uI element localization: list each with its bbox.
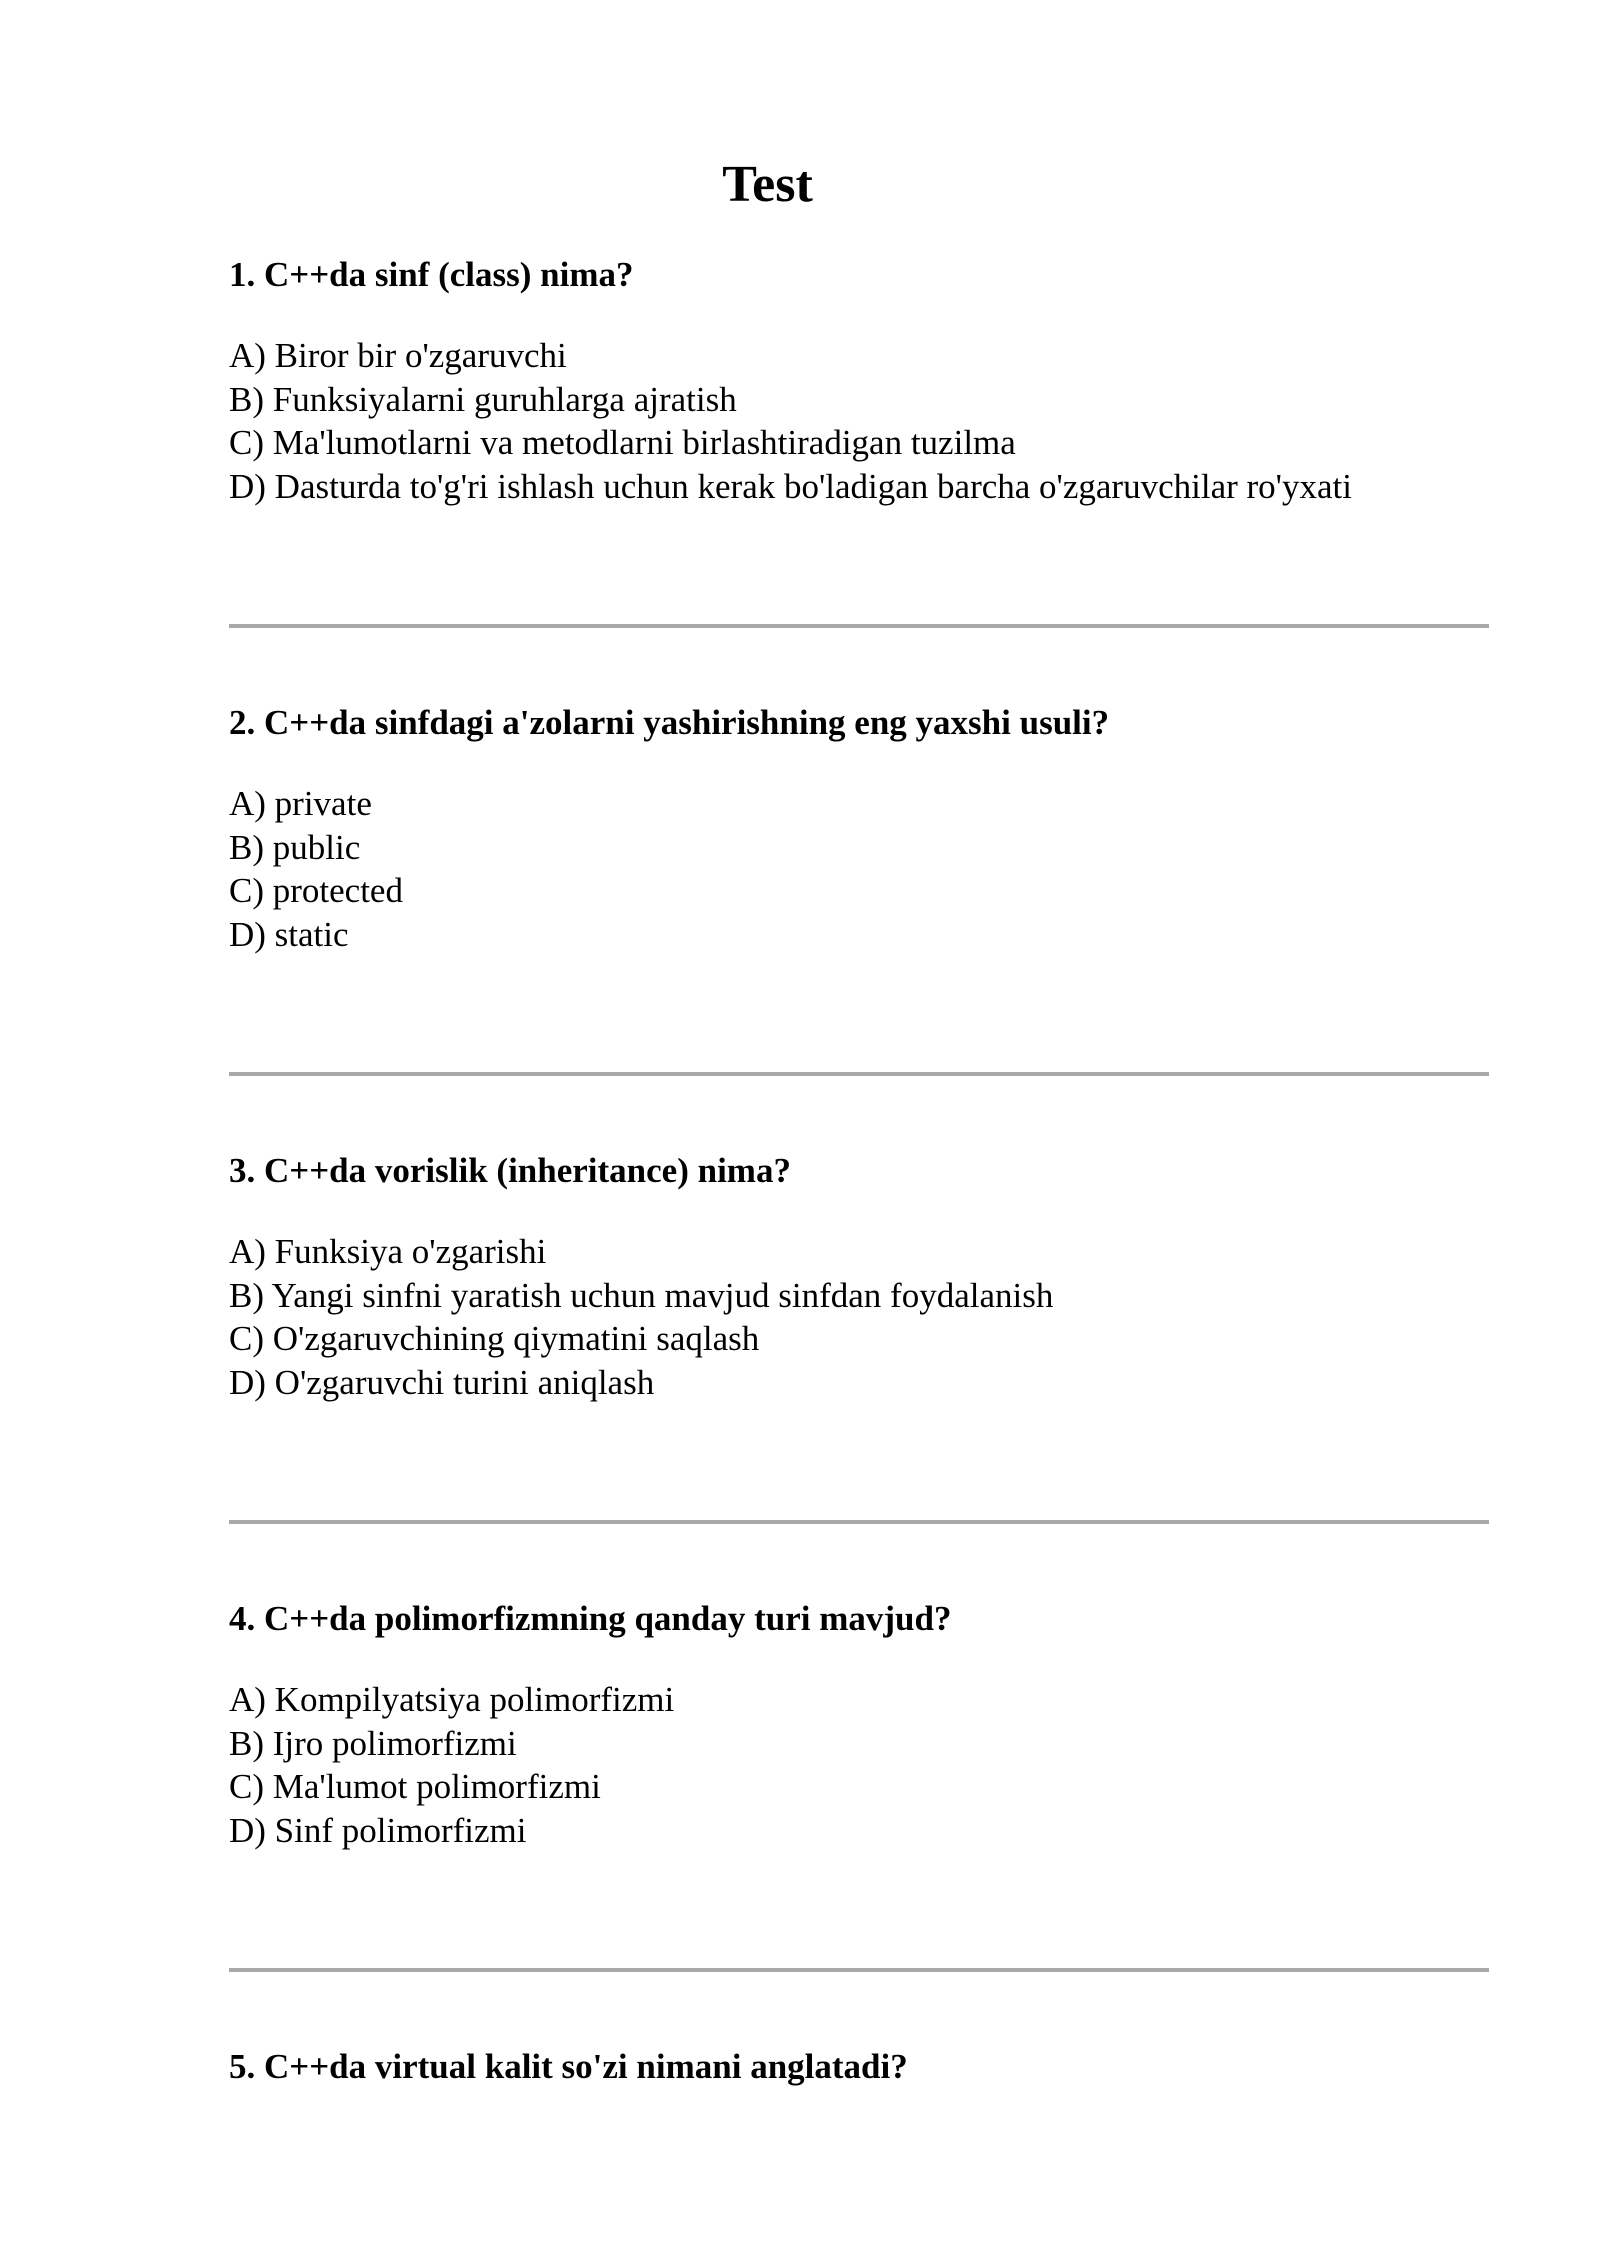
question-text: 1. C++da sinf (class) nima? bbox=[229, 255, 634, 294]
option-d: D) static bbox=[229, 914, 349, 954]
option-b: B) Funksiyalarni guruhlarga ajratish bbox=[229, 379, 737, 419]
divider bbox=[229, 624, 1489, 628]
question-text: 5. C++da virtual kalit so'zi nimani anglatadi? bbox=[229, 2047, 908, 2086]
question-3 bbox=[229, 1149, 1489, 1404]
question-text: 2. C++da sinfdagi a'zolarni yashirishning eng yaxshi usuli? bbox=[229, 703, 1110, 742]
divider bbox=[229, 1520, 1489, 1524]
option-b: B) public bbox=[229, 827, 361, 867]
question-2 bbox=[229, 701, 1489, 956]
option-c: C) protected bbox=[229, 871, 403, 910]
options-list bbox=[229, 334, 1489, 508]
question-4 bbox=[229, 1597, 1489, 1852]
option-c: C) Ma'lumotlarni va metodlarni birlashtiradigan tuzilma bbox=[229, 423, 1016, 462]
option-c: C) Ma'lumot polimorfizmi bbox=[229, 1767, 601, 1806]
question-text: 4. C++da polimorfizmning qanday turi mavjud? bbox=[229, 1599, 952, 1638]
option-c: C) O'zgaruvchining qiymatini saqlash bbox=[229, 1319, 760, 1358]
options-list bbox=[229, 782, 1489, 956]
option-a: A) Funksiya o'zgarishi bbox=[229, 1232, 547, 1271]
options-list bbox=[229, 1678, 1489, 1852]
option-b: B) Ijro polimorfizmi bbox=[229, 1723, 517, 1763]
document-title: Test bbox=[722, 156, 813, 213]
option-d: D) O'zgaruvchi turini aniqlash bbox=[229, 1362, 655, 1402]
options-list bbox=[229, 1230, 1489, 1404]
option-b: B) Yangi sinfni yaratish uchun mavjud sinfdan foydalanish bbox=[229, 1275, 1054, 1315]
option-d: D) Sinf polimorfizmi bbox=[229, 1810, 527, 1850]
divider bbox=[229, 1968, 1489, 1972]
option-a: A) private bbox=[229, 784, 372, 823]
option-d: D) Dasturda to'g'ri ishlash uchun kerak bo'ladigan barcha o'zgaruvchilar ro'yxati bbox=[229, 466, 1352, 506]
question-5 bbox=[229, 2045, 1489, 2089]
question-1 bbox=[229, 253, 1489, 508]
question-text: 3. C++da vorislik (inheritance) nima? bbox=[229, 1151, 791, 1190]
divider bbox=[229, 1072, 1489, 1076]
option-a: A) Kompilyatsiya polimorfizmi bbox=[229, 1680, 675, 1719]
option-a: A) Biror bir o'zgaruvchi bbox=[229, 336, 567, 375]
